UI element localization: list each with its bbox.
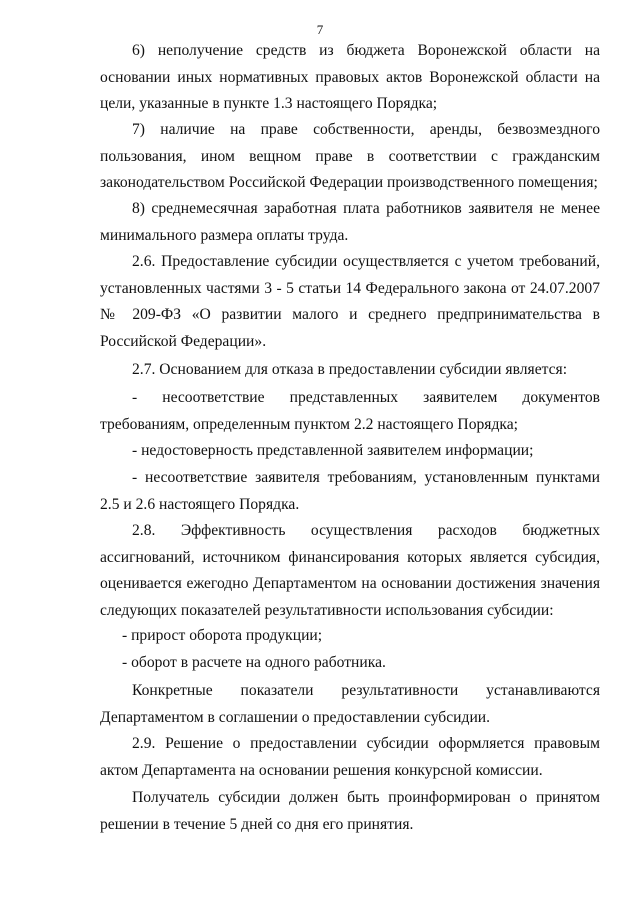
list-item-mismatch-documents: - несоответствие представленных заявителем документов требованиям, определенным пунктом 2.2 настоящего Порядка; [100, 389, 600, 433]
paragraph-2-6: 2.6. Предоставление субсидии осуществляется с учетом требований, установленных частями 3 - 5 статьи 14 Федерального закона от 24.07.2007 № 209-ФЗ «О развитии малого и среднего предпринимательства в Российской Федерации». [100, 253, 600, 350]
paragraph-item-7: 7) наличие на праве собственности, аренды, безвозмездного пользования, ином вещном праве в соответствии с гражданским законодательством Российской Федерации производственного помещения; [100, 121, 600, 191]
paragraph-2-9: 2.9. Решение о предоставлении субсидии оформляется правовым актом Департамента на основании решения конкурсной комиссии. [100, 735, 600, 779]
paragraph-item-6: 6) неполучение средств из бюджета Воронежской области на основании иных нормативных правовых актов Воронежской области на цели, указанные в пункте 1.3 настоящего Порядка; [100, 42, 600, 112]
paragraph-indicators: Конкретные показатели результативности устанавливаются Департаментом в соглашении о предоставлении субсидии. [100, 682, 600, 726]
paragraph-2-8: 2.8. Эффективность осуществления расходов бюджетных ассигнований, источником финансирования которых является субсидия, оценивается ежегодно Департаментом на основании достижения значения следующих показателей результативности использования субсидии: [100, 522, 600, 619]
paragraph-2-7: 2.7. Основанием для отказа в предоставлении субсидии является: [132, 361, 568, 378]
page-number: 7 [316, 22, 324, 37]
list-item-turnover-per-worker: - оборот в расчете на одного работника. [122, 654, 386, 671]
list-item-turnover-growth: - прирост оборота продукции; [122, 627, 323, 644]
paragraph-item-8: 8) среднемесячная заработная плата работников заявителя не менее минимального размера оплаты труда. [100, 200, 600, 244]
list-item-unreliable-info: - недостоверность представленной заявителем информации; [132, 442, 534, 459]
list-item-mismatch-requirements: - несоответствие заявителя требованиям, установленным пунктами 2.5 и 2.6 настоящего Порядка. [100, 469, 600, 513]
paragraph-recipient-notice: Получатель субсидии должен быть проинформирован о принятом решении в течение 5 дней со дня его принятия. [100, 789, 600, 833]
